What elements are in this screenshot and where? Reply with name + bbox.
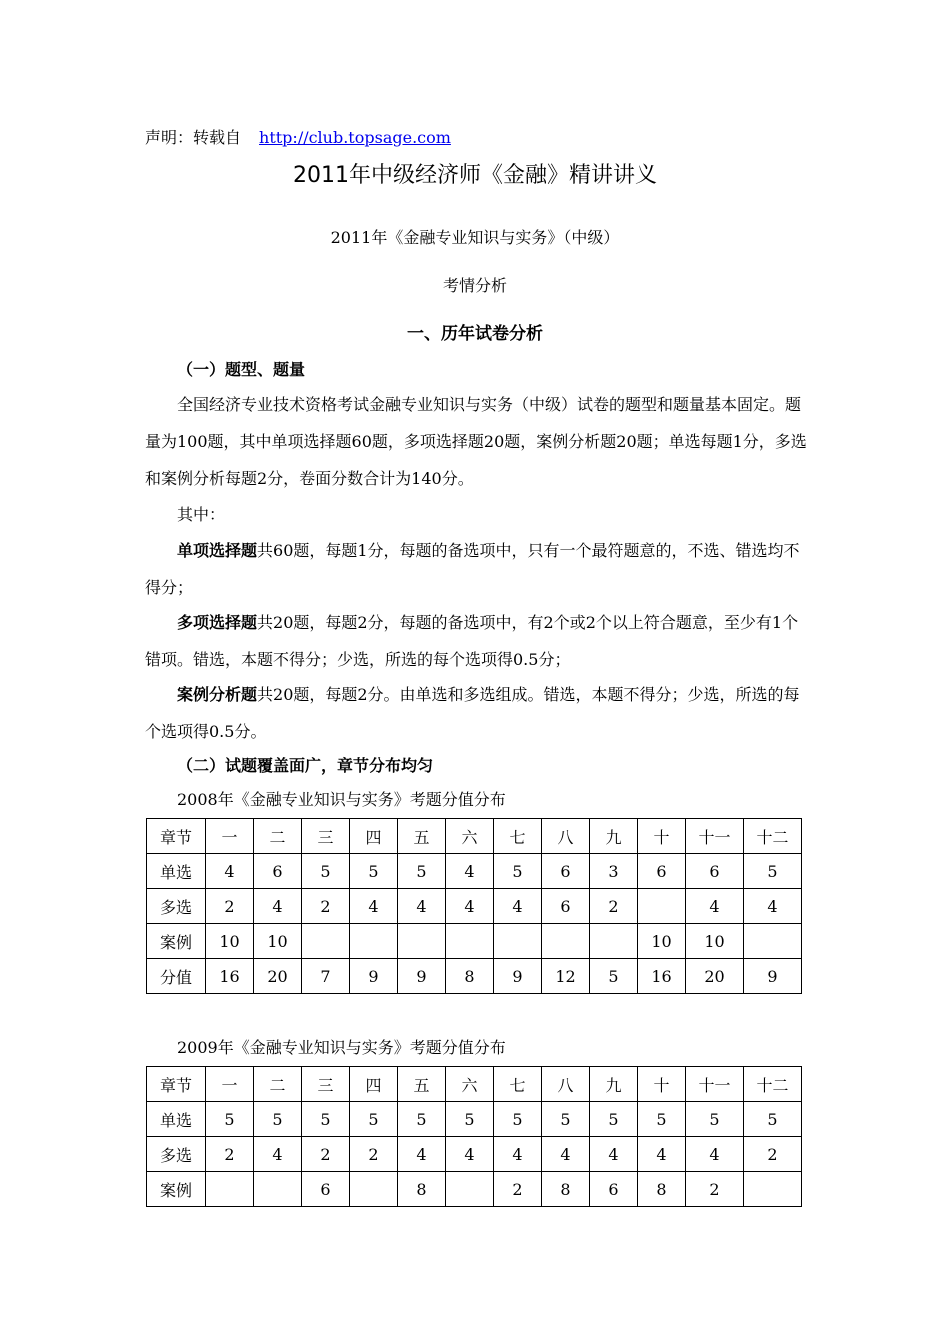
table-cell: 4 — [542, 1137, 590, 1172]
table-cell: 9 — [398, 959, 446, 994]
among-label: 其中： — [177, 505, 226, 524]
case-analysis-text: 共20题，每题2分。由单选和多选组成。错选，本题不得分；少选，所选的每个选项得0.5分。 — [145, 685, 800, 741]
section1-heading: 一、历年试卷分析 — [407, 324, 543, 344]
table-cell: 五 — [398, 819, 446, 854]
table-cell: 二 — [254, 1067, 302, 1102]
table-cell: 章节 — [147, 1067, 206, 1102]
table-cell: 8 — [542, 1172, 590, 1207]
table-cell: 三 — [302, 819, 350, 854]
table-cell: 5 — [446, 1102, 494, 1137]
table-cell: 6 — [542, 889, 590, 924]
table-row — [147, 819, 802, 854]
table-cell: 2 — [590, 889, 638, 924]
table-cell: 20 — [686, 959, 744, 994]
table-2008 — [146, 818, 802, 994]
table-cell: 六 — [446, 819, 494, 854]
table-cell: 9 — [350, 959, 398, 994]
table-cell — [744, 1172, 802, 1207]
table-cell: 五 — [398, 1067, 446, 1102]
table-cell: 十 — [638, 819, 686, 854]
table-cell: 一 — [206, 1067, 254, 1102]
table-cell: 4 — [254, 1137, 302, 1172]
table-cell — [494, 924, 542, 959]
table-cell: 九 — [590, 1067, 638, 1102]
table-cell: 10 — [686, 924, 744, 959]
table-row — [147, 1067, 802, 1102]
sub2-heading: （二）试题覆盖面广，章节分布均匀 — [177, 756, 434, 775]
case-analysis-term: 案例分析题 — [177, 685, 258, 704]
table-cell: 6 — [686, 854, 744, 889]
table-cell: 4 — [446, 854, 494, 889]
table-row — [147, 959, 802, 994]
table-cell: 十二 — [744, 819, 802, 854]
table-cell: 5 — [302, 854, 350, 889]
table-cell: 5 — [350, 854, 398, 889]
table-cell: 9 — [744, 959, 802, 994]
table-cell: 10 — [638, 924, 686, 959]
table-row — [147, 1172, 802, 1207]
table-cell: 3 — [590, 854, 638, 889]
multi-choice-paragraph — [145, 604, 810, 678]
table-cell: 2 — [686, 1172, 744, 1207]
table-cell: 案例 — [147, 924, 206, 959]
table-cell: 5 — [302, 1102, 350, 1137]
table-cell: 5 — [590, 1102, 638, 1137]
table-cell: 8 — [638, 1172, 686, 1207]
table-cell: 4 — [398, 1137, 446, 1172]
table-cell: 六 — [446, 1067, 494, 1102]
table2009-caption: 2009年《金融专业知识与实务》考题分值分布 — [177, 1038, 506, 1057]
analysis-heading: 考情分析 — [442, 276, 507, 295]
table-cell: 2 — [206, 889, 254, 924]
single-choice-term: 单项选择题 — [177, 541, 258, 560]
table-cell — [446, 1172, 494, 1207]
table-cell: 5 — [590, 959, 638, 994]
sub1-heading: （一）题型、题量 — [177, 360, 306, 379]
table-cell — [590, 924, 638, 959]
table-cell: 八 — [542, 819, 590, 854]
table-cell: 案例 — [147, 1172, 206, 1207]
table-cell: 七 — [494, 1067, 542, 1102]
table-row — [147, 1102, 802, 1137]
table-cell: 10 — [254, 924, 302, 959]
table-cell: 4 — [350, 889, 398, 924]
single-choice-text: 共60题，每题1分，每题的备选项中，只有一个最符题意的，不选、错选均不得分； — [145, 541, 800, 597]
table-row — [147, 854, 802, 889]
table-cell: 16 — [638, 959, 686, 994]
table-cell: 十一 — [686, 1067, 744, 1102]
table-cell: 5 — [206, 1102, 254, 1137]
table-cell: 单选 — [147, 1102, 206, 1137]
table-cell: 4 — [494, 889, 542, 924]
intro-paragraph: 全国经济专业技术资格考试金融专业知识与实务（中级）试卷的题型和题量基本固定。题量为100题，其中单项选择题60题，多项选择题20题，案例分析题20题；单选每题1分，多选和案例分析每题2分，卷面分数合计为140分。 — [145, 395, 807, 488]
table-cell: 一 — [206, 819, 254, 854]
table-cell: 6 — [542, 854, 590, 889]
table-cell — [254, 1172, 302, 1207]
table-cell — [302, 924, 350, 959]
table-cell: 2 — [206, 1137, 254, 1172]
table-cell: 8 — [446, 959, 494, 994]
table-cell: 9 — [494, 959, 542, 994]
table-cell: 多选 — [147, 1137, 206, 1172]
table-cell: 单选 — [147, 854, 206, 889]
table-cell: 6 — [638, 854, 686, 889]
table-cell: 5 — [350, 1102, 398, 1137]
table-cell: 4 — [590, 1137, 638, 1172]
table-cell: 7 — [302, 959, 350, 994]
table-cell: 12 — [542, 959, 590, 994]
table-cell: 二 — [254, 819, 302, 854]
table-cell: 4 — [638, 1137, 686, 1172]
table-row — [147, 1137, 802, 1172]
table-cell: 分值 — [147, 959, 206, 994]
table-cell: 2 — [744, 1137, 802, 1172]
table-cell: 5 — [398, 854, 446, 889]
table-cell: 四 — [350, 819, 398, 854]
table-cell: 5 — [744, 854, 802, 889]
table-cell: 6 — [590, 1172, 638, 1207]
table-cell: 6 — [302, 1172, 350, 1207]
table-cell: 5 — [254, 1102, 302, 1137]
table-cell: 4 — [446, 889, 494, 924]
single-choice-paragraph — [145, 532, 810, 606]
table-cell: 2 — [302, 1137, 350, 1172]
document-title: 2011年中级经济师《金融》精讲讲义 — [293, 163, 657, 188]
table-cell: 2 — [494, 1172, 542, 1207]
table-cell — [350, 1172, 398, 1207]
table-cell: 八 — [542, 1067, 590, 1102]
table-cell — [206, 1172, 254, 1207]
table-cell: 5 — [542, 1102, 590, 1137]
table-cell: 4 — [206, 854, 254, 889]
table-cell — [398, 924, 446, 959]
table-cell: 5 — [744, 1102, 802, 1137]
table-cell: 5 — [686, 1102, 744, 1137]
table2008-caption: 2008年《金融专业知识与实务》考题分值分布 — [177, 790, 506, 809]
table-cell: 4 — [398, 889, 446, 924]
table-cell: 5 — [398, 1102, 446, 1137]
table-cell — [542, 924, 590, 959]
table-cell: 4 — [494, 1137, 542, 1172]
source-link[interactable]: http://club.topsage.com — [259, 128, 451, 147]
table-cell: 4 — [686, 1137, 744, 1172]
table-cell: 2 — [350, 1137, 398, 1172]
table-cell: 5 — [638, 1102, 686, 1137]
case-analysis-paragraph — [145, 676, 810, 750]
multi-choice-text: 共20题，每题2分，每题的备选项中，有2个或2个以上符合题意，至少有1个错项。错选，本题不得分；少选，所选的每个选项得0.5分； — [145, 613, 799, 669]
table-cell: 七 — [494, 819, 542, 854]
table-cell: 4 — [446, 1137, 494, 1172]
table-row — [147, 924, 802, 959]
table-cell — [350, 924, 398, 959]
table-cell: 章节 — [147, 819, 206, 854]
table-cell: 6 — [254, 854, 302, 889]
declaration-label: 声明：转载自 — [145, 128, 242, 147]
table-cell: 20 — [254, 959, 302, 994]
table-cell: 8 — [398, 1172, 446, 1207]
table-cell: 5 — [494, 854, 542, 889]
multi-choice-term: 多项选择题 — [177, 613, 258, 632]
table-2009 — [146, 1066, 802, 1207]
table-cell: 4 — [686, 889, 744, 924]
table-cell: 10 — [206, 924, 254, 959]
table-cell: 十一 — [686, 819, 744, 854]
table-cell: 2 — [302, 889, 350, 924]
document-subtitle: 2011年《金融专业知识与实务》（中级） — [330, 228, 620, 247]
table-cell: 四 — [350, 1067, 398, 1102]
table-cell: 三 — [302, 1067, 350, 1102]
table-cell — [446, 924, 494, 959]
declaration — [145, 128, 451, 148]
table-cell: 十二 — [744, 1067, 802, 1102]
table-cell: 5 — [494, 1102, 542, 1137]
table-cell: 4 — [254, 889, 302, 924]
table-cell: 16 — [206, 959, 254, 994]
table-cell: 多选 — [147, 889, 206, 924]
table-cell — [638, 889, 686, 924]
table-cell: 九 — [590, 819, 638, 854]
table-row — [147, 889, 802, 924]
table-cell — [744, 924, 802, 959]
table-cell: 4 — [744, 889, 802, 924]
table-cell: 十 — [638, 1067, 686, 1102]
